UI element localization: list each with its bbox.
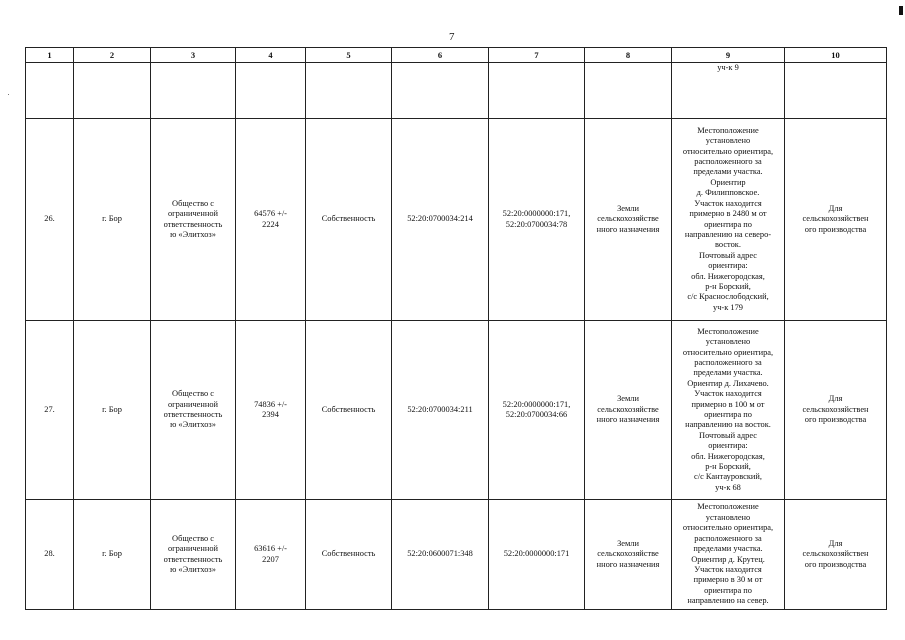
cell-use bbox=[785, 321, 887, 500]
table-row bbox=[26, 500, 887, 610]
row-number: 28. bbox=[44, 549, 55, 559]
settlement: г. Бор bbox=[102, 404, 122, 414]
cell-right bbox=[306, 119, 392, 321]
area: 63616 +/- 2207 bbox=[254, 544, 287, 564]
header-col-3: 3 bbox=[151, 48, 236, 63]
cell-empty bbox=[392, 63, 489, 119]
header-col-10: 10 bbox=[785, 48, 887, 63]
settlement: г. Бор bbox=[102, 214, 122, 224]
cell-parent bbox=[489, 119, 585, 321]
permitted-use: Для сельскохозяйствен ого производства bbox=[802, 394, 869, 425]
cell-empty bbox=[74, 63, 151, 119]
location-tail-text: уч-к 9 bbox=[717, 63, 739, 72]
right-type: Собственность bbox=[321, 404, 376, 414]
cell-cadastral bbox=[392, 500, 489, 610]
cell-right bbox=[306, 321, 392, 500]
cell-area bbox=[236, 321, 306, 500]
right-type: Собственность bbox=[321, 214, 376, 224]
cell-empty bbox=[585, 63, 672, 119]
cell-category bbox=[585, 321, 672, 500]
land-category: Земли сельскохозяйстве нного назначения bbox=[596, 538, 660, 569]
cadastral-number: 52:20:0700034:214 bbox=[407, 214, 473, 224]
cell-empty bbox=[785, 63, 887, 119]
land-category: Земли сельскохозяйстве нного назначения bbox=[596, 394, 660, 425]
header-col-9: 9 bbox=[672, 48, 785, 63]
header-col-5: 5 bbox=[306, 48, 392, 63]
parent-cadastral-numbers: 52:20:0000000:171, 52:20:0700034:66 bbox=[502, 399, 571, 419]
cell-settlement bbox=[74, 321, 151, 500]
right-type: Собственность bbox=[321, 549, 376, 559]
location-description: Местоположение установлено относительно ориентира, расположенного за пределами участка. Ориентир д. Филипповское. Участок находится примерно в 2480 м от ориентира по направлению на северо- восток. Почтовый адрес ориентира: обл. Нижегородская, р-н Борский, с/с Краснослободский, уч-к 179 bbox=[682, 125, 774, 312]
cell-row-number bbox=[26, 500, 74, 610]
cell-location-tail bbox=[672, 63, 785, 119]
cell-empty bbox=[26, 63, 74, 119]
area: 64576 +/- 2224 bbox=[254, 209, 287, 229]
header-col-1: 1 bbox=[26, 48, 74, 63]
cell-owner bbox=[151, 500, 236, 610]
table-row bbox=[26, 321, 887, 500]
header-col-2: 2 bbox=[74, 48, 151, 63]
cell-settlement bbox=[74, 500, 151, 610]
header-col-8: 8 bbox=[585, 48, 672, 63]
corner-mark bbox=[899, 6, 903, 15]
header-col-4: 4 bbox=[236, 48, 306, 63]
cell-cadastral bbox=[392, 321, 489, 500]
cell-location bbox=[672, 119, 785, 321]
location-description: Местоположение установлено относительно ориентира, расположенного за пределами участка. Ориентир д. Лихачево. Участок находится примерно в 100 м от ориентира по направлению на восток. Почтовый адрес ориентира: обл. Нижегородская, р-н Борский, с/с Кантауровский, уч-к 68 bbox=[682, 326, 774, 492]
land-category: Земли сельскохозяйстве нного назначения bbox=[596, 203, 660, 234]
owner: Общество с ограниченной ответственность ю «Элитхоз» bbox=[163, 533, 223, 574]
owner: Общество с ограниченной ответственность ю «Элитхоз» bbox=[163, 389, 223, 430]
cell-category bbox=[585, 500, 672, 610]
cell-owner bbox=[151, 321, 236, 500]
cell-category bbox=[585, 119, 672, 321]
cell-right bbox=[306, 500, 392, 610]
cell-parent bbox=[489, 500, 585, 610]
cadastral-number: 52:20:0700034:211 bbox=[407, 404, 473, 414]
row-number: 27. bbox=[44, 404, 55, 414]
cell-location bbox=[672, 321, 785, 500]
cell-row-number bbox=[26, 119, 74, 321]
owner: Общество с ограниченной ответственность ю «Элитхоз» bbox=[163, 198, 223, 239]
table-row bbox=[26, 119, 887, 321]
permitted-use: Для сельскохозяйствен ого производства bbox=[802, 203, 869, 234]
cell-empty bbox=[151, 63, 236, 119]
header-col-6: 6 bbox=[392, 48, 489, 63]
cadastral-number: 52:20:0600071:348 bbox=[407, 549, 473, 559]
row-number: 26. bbox=[44, 214, 55, 224]
cell-empty bbox=[306, 63, 392, 119]
table-row-continuation bbox=[26, 63, 887, 119]
cell-area bbox=[236, 119, 306, 321]
location-description: Местоположение установлено относительно ориентира, расположенного за пределами участка. Ориентир д. Крутец. Участок находится примерно в 30 м от ориентира по направлению на север. bbox=[682, 502, 774, 606]
cell-location bbox=[672, 500, 785, 610]
area: 74836 +/- 2394 bbox=[254, 399, 287, 419]
cell-empty bbox=[236, 63, 306, 119]
cell-settlement bbox=[74, 119, 151, 321]
cell-use bbox=[785, 119, 887, 321]
cell-empty bbox=[489, 63, 585, 119]
permitted-use: Для сельскохозяйствен ого производства bbox=[802, 538, 869, 569]
cell-parent bbox=[489, 321, 585, 500]
land-plots-table bbox=[25, 47, 887, 610]
cell-area bbox=[236, 500, 306, 610]
page-number: 7 bbox=[449, 31, 455, 43]
cell-cadastral bbox=[392, 119, 489, 321]
settlement: г. Бор bbox=[102, 549, 122, 559]
header-col-7: 7 bbox=[489, 48, 585, 63]
cell-row-number bbox=[26, 321, 74, 500]
scan-speck bbox=[8, 94, 9, 95]
parent-cadastral-numbers: 52:20:0000000:171 bbox=[503, 549, 570, 559]
header-row bbox=[26, 48, 887, 63]
cell-use bbox=[785, 500, 887, 610]
parent-cadastral-numbers: 52:20:0000000:171, 52:20:0700034:78 bbox=[502, 209, 571, 229]
cell-owner bbox=[151, 119, 236, 321]
